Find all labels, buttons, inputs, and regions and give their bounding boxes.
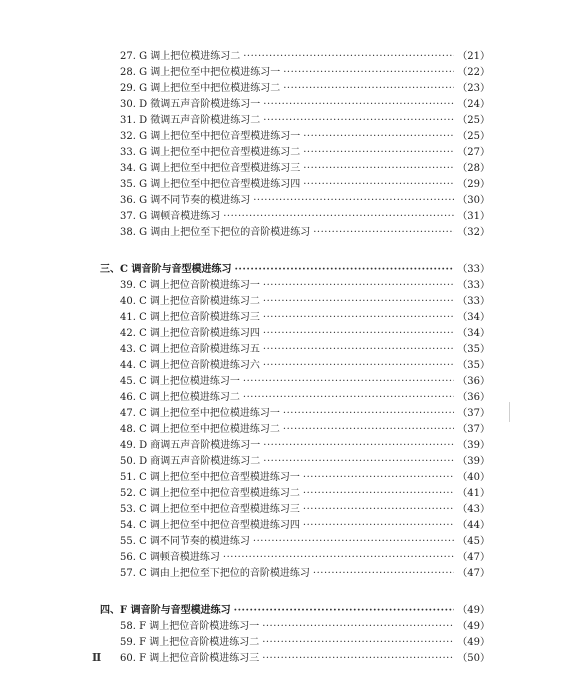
- leader-dots: [263, 358, 454, 374]
- toc-page-number: （33）: [457, 296, 490, 307]
- toc-section-label: 三、C 调音阶与音型模进练习: [100, 264, 232, 275]
- leader-dots: [263, 438, 454, 454]
- toc-entry: [100, 518, 490, 534]
- toc-page-number: （32）: [457, 227, 490, 238]
- toc-entry-label: 46. C 调上把位模进练习二: [120, 392, 240, 403]
- toc-page-number: （35）: [457, 344, 490, 355]
- leader-dots: [303, 502, 454, 518]
- leader-dots: [283, 65, 454, 81]
- toc-entry: [100, 81, 490, 97]
- leader-dots: [253, 193, 454, 209]
- toc-entry-label: 45. C 调上把位模进练习一: [120, 376, 240, 387]
- toc-entry-label: 33. G 调上把位至中把位音型模进练习二: [120, 147, 301, 158]
- toc-page-number: （30）: [457, 195, 490, 206]
- toc-entry: [100, 470, 490, 486]
- toc-page-number: （49）: [457, 605, 490, 616]
- leader-dots: [243, 49, 454, 65]
- leader-dots: [234, 262, 454, 278]
- toc-page-number: （43）: [457, 504, 490, 515]
- leader-dots: [303, 145, 454, 161]
- toc-page-number: （37）: [457, 424, 490, 435]
- toc-entry-label: 39. C 调上把位音阶模进练习一: [120, 280, 260, 291]
- toc-entry-label: 35. G 调上把位至中把位音型模进练习四: [120, 179, 301, 190]
- toc-page-number: （47）: [457, 552, 490, 563]
- toc-entry-label: 48. C 调上把位至中把位模进练习二: [120, 424, 280, 435]
- toc-section-heading: [100, 603, 490, 619]
- leader-dots: [263, 97, 454, 113]
- leader-dots: [262, 635, 454, 651]
- toc-entry: [100, 438, 490, 454]
- toc-entry: [100, 326, 490, 342]
- toc-entry: [100, 278, 490, 294]
- toc-page-number: （27）: [457, 147, 490, 158]
- toc-page-number: （36）: [457, 376, 490, 387]
- leader-dots: [313, 225, 454, 241]
- leader-dots: [263, 294, 454, 310]
- toc-entry: [100, 358, 490, 374]
- toc-entry-label: 52. C 调上把位至中把位音型模进练习二: [120, 488, 300, 499]
- toc-entry-label: 36. G 调不同节奏的模进练习: [120, 195, 251, 206]
- toc-page-number: （41）: [457, 488, 490, 499]
- toc-entry: [100, 454, 490, 470]
- toc-entry-label: 37. G 调顿音模进练习: [120, 211, 221, 222]
- toc-entry: [100, 129, 490, 145]
- toc-page-number: （40）: [457, 472, 490, 483]
- toc-entry-label: 57. C 调由上把位至下把位的音阶模进练习: [120, 568, 310, 579]
- toc-entry: [100, 177, 490, 193]
- toc-page-number: （25）: [457, 131, 490, 142]
- scan-edge-mark: [509, 402, 510, 422]
- toc-entry-label: 56. C 调顿音模进练习: [120, 552, 220, 563]
- toc-page-number: （35）: [457, 360, 490, 371]
- toc-page-number: （50）: [457, 653, 490, 664]
- toc-entry: [100, 49, 490, 65]
- toc-page-number: （34）: [457, 328, 490, 339]
- toc-page-number: （24）: [457, 99, 490, 110]
- leader-dots: [223, 209, 454, 225]
- leader-dots: [263, 342, 454, 358]
- toc-page-number: （29）: [457, 179, 490, 190]
- toc-page-number: （49）: [457, 637, 490, 648]
- toc-entry-label: 41. C 调上把位音阶模进练习三: [120, 312, 260, 323]
- toc-entry-label: 38. G 调由上把位至下把位的音阶模进练习: [120, 227, 311, 238]
- toc-entry: [100, 161, 490, 177]
- toc-entry: [100, 310, 490, 326]
- leader-dots: [303, 486, 454, 502]
- toc-page-number: （33）: [457, 280, 490, 291]
- leader-dots: [253, 534, 454, 550]
- toc-entry: [100, 145, 490, 161]
- toc-entry: [100, 294, 490, 310]
- toc-page-number: （31）: [457, 211, 490, 222]
- toc-entry-label: 50. D 商调五声音阶模进练习二: [120, 456, 261, 467]
- toc-entry: [100, 566, 490, 582]
- toc-entry: [100, 619, 490, 635]
- leader-dots: [234, 603, 455, 619]
- leader-dots: [263, 310, 454, 326]
- toc-entry-label: 27. G 调上把位模进练习二: [120, 51, 241, 62]
- toc-entry: [100, 113, 490, 129]
- toc-page-number: （36）: [457, 392, 490, 403]
- toc-page-number: （37）: [457, 408, 490, 419]
- toc-page-number: （25）: [457, 115, 490, 126]
- leader-dots: [263, 278, 454, 294]
- toc-entry-label: 60. F 调上把位音阶模进练习三: [120, 653, 260, 664]
- toc-entry: [100, 651, 490, 667]
- toc-entry: [100, 486, 490, 502]
- toc-entry: [100, 65, 490, 81]
- table-of-contents: [100, 49, 490, 667]
- leader-dots: [303, 161, 454, 177]
- toc-page-number: （45）: [457, 536, 490, 547]
- toc-entry: [100, 390, 490, 406]
- toc-page-number: （21）: [457, 51, 490, 62]
- toc-entry-label: 49. D 商调五声音阶模进练习一: [120, 440, 261, 451]
- toc-entry-label: 58. F 调上把位音阶模进练习一: [120, 621, 260, 632]
- toc-entry-label: 44. C 调上把位音阶模进练习六: [120, 360, 260, 371]
- leader-dots: [243, 374, 454, 390]
- toc-entry: [100, 193, 490, 209]
- leader-dots: [303, 177, 454, 193]
- toc-entry-label: 28. G 调上把位至中把位模进练习一: [120, 67, 281, 78]
- toc-entry-label: 34. G 调上把位至中把位音型模进练习三: [120, 163, 301, 174]
- leader-dots: [283, 422, 454, 438]
- toc-entry-label: 43. C 调上把位音阶模进练习五: [120, 344, 260, 355]
- toc-entry-label: 42. C 调上把位音阶模进练习四: [120, 328, 260, 339]
- toc-page-number: （33）: [457, 264, 490, 275]
- toc-page-number: （39）: [457, 440, 490, 451]
- toc-entry-label: 59. F 调上把位音阶模进练习二: [120, 637, 260, 648]
- toc-section-label: 四、F 调音阶与音型模进练习: [100, 605, 231, 616]
- leader-dots: [223, 550, 454, 566]
- leader-dots: [263, 326, 454, 342]
- toc-entry-label: 29. G 调上把位至中把位模进练习二: [120, 83, 281, 94]
- section-gap: [100, 582, 490, 603]
- leader-dots: [262, 651, 454, 667]
- toc-entry-label: 30. D 徵调五声音阶模进练习一: [120, 99, 261, 110]
- toc-entry-label: 54. C 调上把位至中把位音型模进练习四: [120, 520, 300, 531]
- toc-page-number: （22）: [457, 67, 490, 78]
- toc-entry: [100, 97, 490, 113]
- leader-dots: [283, 81, 454, 97]
- toc-page-number: （47）: [457, 568, 490, 579]
- toc-page-number: （39）: [457, 456, 490, 467]
- leader-dots: [283, 406, 454, 422]
- leader-dots: [262, 619, 454, 635]
- toc-section-heading: [100, 262, 490, 278]
- leader-dots: [303, 470, 454, 486]
- toc-entry: [100, 550, 490, 566]
- toc-entry: [100, 342, 490, 358]
- leader-dots: [303, 518, 454, 534]
- leader-dots: [303, 129, 454, 145]
- toc-entry: [100, 225, 490, 241]
- toc-entry: [100, 406, 490, 422]
- toc-page-number: （49）: [457, 621, 490, 632]
- toc-page-number: （44）: [457, 520, 490, 531]
- leader-dots: [243, 390, 454, 406]
- toc-entry: [100, 374, 490, 390]
- toc-entry: [100, 422, 490, 438]
- toc-entry-label: 40. C 调上把位音阶模进练习二: [120, 296, 260, 307]
- leader-dots: [313, 566, 454, 582]
- toc-entry: [100, 209, 490, 225]
- leader-dots: [263, 454, 454, 470]
- leader-dots: [263, 113, 454, 129]
- section-gap: [100, 241, 490, 262]
- toc-entry-label: 32. G 调上把位至中把位音型模进练习一: [120, 131, 301, 142]
- page-footer-numeral: Ⅱ: [92, 651, 102, 664]
- toc-entry-label: 51. C 调上把位至中把位音型模进练习一: [120, 472, 300, 483]
- toc-entry: [100, 534, 490, 550]
- toc-entry: [100, 635, 490, 651]
- toc-entry-label: 55. C 调不同节奏的模进练习: [120, 536, 250, 547]
- toc-entry-label: 53. C 调上把位至中把位音型模进练习三: [120, 504, 300, 515]
- toc-page-number: （34）: [457, 312, 490, 323]
- toc-entry: [100, 502, 490, 518]
- toc-page-number: （23）: [457, 83, 490, 94]
- toc-entry-label: 31. D 徵调五声音阶模进练习二: [120, 115, 261, 126]
- toc-page-number: （28）: [457, 163, 490, 174]
- toc-entry-label: 47. C 调上把位至中把位模进练习一: [120, 408, 280, 419]
